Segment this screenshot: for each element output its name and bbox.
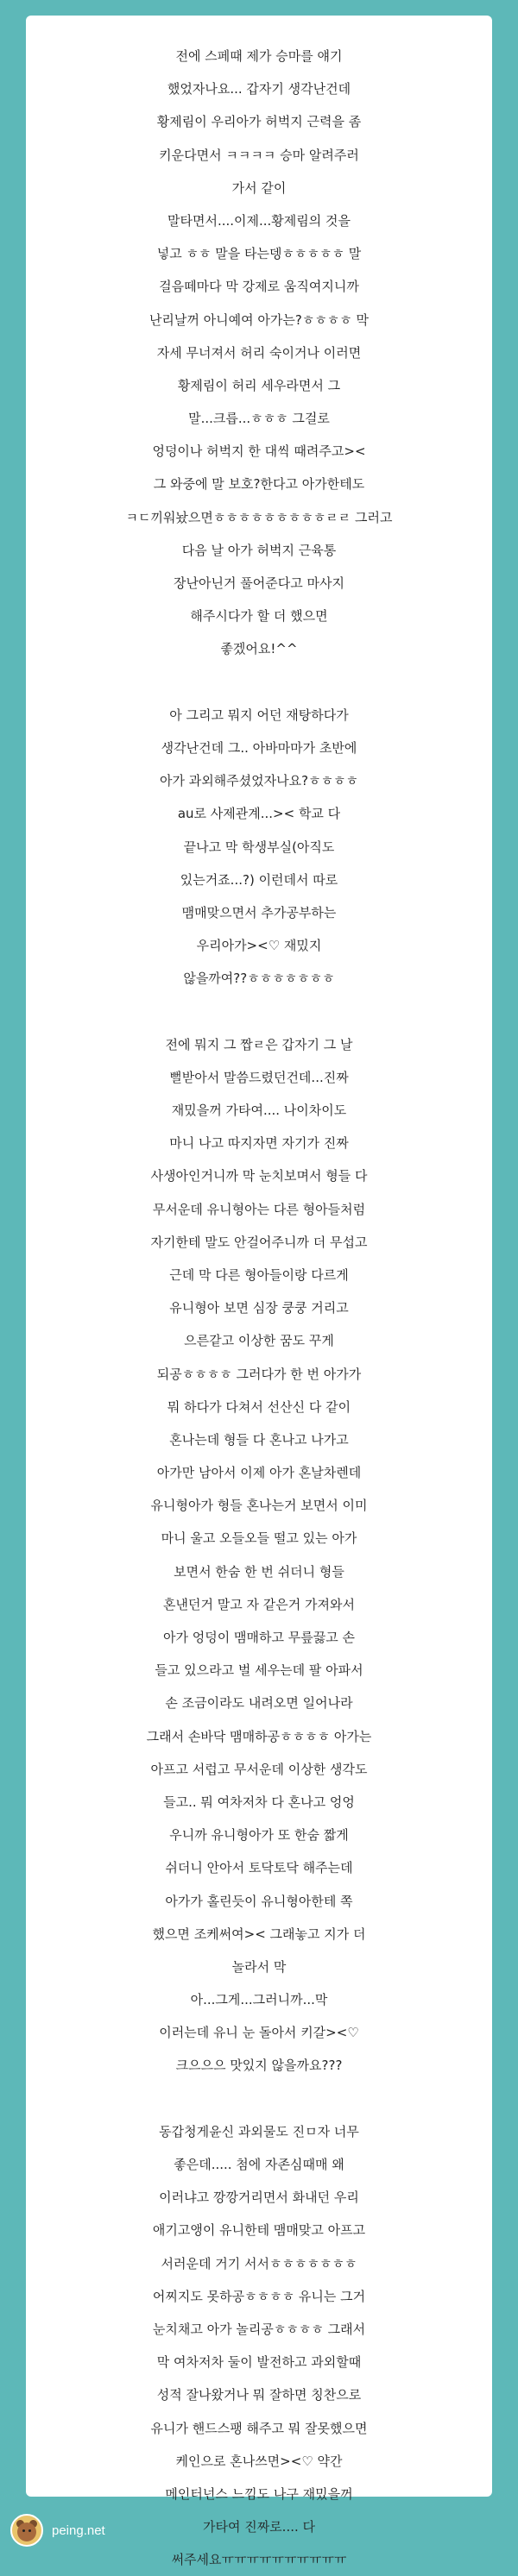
- text-line: 근데 막 다른 형아들이랑 다르게: [169, 1266, 349, 1283]
- text-line: au로 사제관계...>< 학교 다: [177, 806, 341, 822]
- text-line: 자기한테 말도 안걸어주니까 더 무섭고: [150, 1234, 368, 1250]
- text-line: 아...그게...그러니까...막: [190, 1992, 328, 2008]
- text-line: 넣고 ㅎㅎ 말을 타는뎅ㅎㅎㅎㅎㅎ 말: [156, 246, 362, 262]
- text-line: 아가가 홀린듯이 유니형아한테 쪽: [165, 1893, 353, 1909]
- text-line: 뻘받아서 말씀드렸던건데...진짜: [169, 1069, 349, 1085]
- text-line: 가타여 진짜로.... 다: [202, 2519, 316, 2535]
- text-line: 써주세요ㅠㅠㅠㅠㅠㅠㅠㅠㅠㅠ: [171, 2552, 347, 2568]
- text-line: 그래서 손바닥 맴매하공ㅎㅎㅎㅎ 아가는: [146, 1728, 372, 1744]
- text-line: 다음 날 아가 허벅지 근육통: [181, 542, 337, 558]
- text-line: 황제림이 허리 세우라면서 그: [177, 377, 341, 393]
- text-line: 황제림이 우리아가 허벅지 근력을 좀: [156, 114, 362, 130]
- text-line: 아가만 남아서 이제 아가 혼날차렌데: [156, 1465, 362, 1481]
- text-line: 장난아닌거 풀어준다고 마사지: [174, 575, 344, 591]
- text-line: 마니 나고 따지자면 자기가 진짜: [169, 1135, 349, 1152]
- text-line: ㅋㄷ끼워놨으면ㅎㅎㅎㅎㅎㅎㅎㅎㅎㄹㄹ 그러고: [125, 509, 393, 525]
- text-line: 생각난건데 그.. 아바마마가 초반에: [161, 739, 357, 756]
- text-line: 마니 울고 오들오들 떨고 있는 아가: [161, 1530, 357, 1547]
- text-line: 전에 뭐지 그 짭ㄹ은 갑자기 그 날: [165, 1036, 353, 1052]
- text-line: 이러냐고 깡깡거리면서 화내던 우리: [159, 2190, 359, 2206]
- text-line: 맴매맞으면서 추가공부하는: [181, 904, 337, 920]
- text-line: 아 그리고 뭐지 어던 재탕하다가: [169, 707, 349, 723]
- text-line: 유니가 핸드스팽 해주고 뭐 잘못했으면: [150, 2420, 368, 2436]
- text-line: 들고.. 뭐 여차저차 다 혼나고 엉엉: [163, 1794, 355, 1810]
- text-line: 아프고 서럽고 무서운데 이상한 생각도: [150, 1761, 368, 1777]
- text-line: 우리아가><♡ 재밌지: [196, 938, 322, 954]
- text-line: 유니형아 보면 심장 쿵쿵 거리고: [169, 1300, 349, 1316]
- paragraph-break: [26, 2083, 492, 2115]
- paragraph-break: [26, 666, 492, 699]
- text-line: 애기고앵이 유니한테 맴매맞고 아프고: [152, 2222, 366, 2239]
- text-line: 재밌을꺼 가타여.... 나이차이도: [171, 1103, 347, 1118]
- text-line: 우니까 유니형아가 또 한숨 짧게: [169, 1827, 349, 1844]
- text-line: 보면서 한숨 한 번 쉬더니 형들: [174, 1563, 344, 1580]
- paragraph-break: [26, 995, 492, 1027]
- text-line: 했었자나요... 갑자기 생각난건데: [167, 81, 351, 97]
- text-line: 말...크릅...ㅎㅎㅎ 그걸로: [188, 411, 330, 427]
- text-line: 엉덩이나 허벅지 한 대씩 때려주고><: [152, 443, 366, 460]
- text-line: 아가 과외해주셨었자나요?ㅎㅎㅎㅎ: [159, 773, 359, 789]
- raccoon-logo-icon[interactable]: [10, 2514, 43, 2547]
- text-line: 쉬더니 안아서 토닥토닥 해주는데: [165, 1860, 353, 1876]
- text-line: 좋겠어요!^^: [220, 641, 298, 657]
- text-line: 동갑청게윤신 과외물도 진ㅁ자 너무: [159, 2123, 359, 2139]
- text-line: 무서운데 유니형아는 다른 형아들처럼: [152, 1201, 366, 1217]
- text-line: 가서 같이: [231, 179, 287, 196]
- text-line: 난리날꺼 아니예여 아가는?ㅎㅎㅎㅎ 막: [148, 311, 370, 328]
- text-line: 유니형아가 형들 혼나는거 보면서 이미: [150, 1498, 368, 1514]
- text-line: 걸음떼마다 막 강제로 움직여지니까: [159, 279, 359, 295]
- question-text: [26, 40, 492, 2576]
- text-line: 성적 잘나왔거나 뭐 잘하면 칭찬으로: [156, 2387, 362, 2403]
- text-line: 아가 엉덩이 맴매하고 무릎끓고 손: [163, 1630, 355, 1645]
- text-line: 했으면 조케써여>< 그래놓고 지가 더: [152, 1926, 366, 1942]
- text-line: 혼낸던거 말고 자 같은거 가져와서: [163, 1596, 355, 1612]
- text-line: 사생아인거니까 막 눈치보며서 형들 다: [150, 1168, 368, 1184]
- text-line: 눈치채고 아가 놀리공ㅎㅎㅎㅎ 그래서: [152, 2321, 366, 2337]
- text-line: 손 조금이라도 내려오면 일어나라: [165, 1695, 353, 1712]
- text-line: 그 와중에 말 보호?한다고 아가한테도: [153, 476, 365, 493]
- text-line: 말타면서....이제...황제림의 것을: [167, 212, 351, 229]
- text-line: 키운다면서 ㅋㅋㅋㅋ 승마 알려주러: [159, 147, 359, 163]
- text-line: 크으으으 맛있지 않을까요???: [175, 2058, 343, 2074]
- text-line: 놀라서 막: [231, 1958, 287, 1975]
- text-line: 어찌지도 못하공ㅎㅎㅎㅎ 유니는 그거: [152, 2288, 366, 2304]
- text-line: 막 여차저차 둘이 발전하고 과외할때: [156, 2354, 362, 2371]
- text-line: 있는거죠...?) 이런데서 따로: [180, 871, 338, 888]
- text-line: 으른같고 이상한 꿈도 꾸게: [184, 1333, 334, 1349]
- text-line: 자세 무너져서 허리 숙이거나 이러면: [156, 344, 362, 361]
- text-line: 끝나고 막 학생부실(아직도: [183, 839, 335, 855]
- text-line: 되공ㅎㅎㅎㅎ 그러다가 한 번 아가가: [156, 1366, 362, 1382]
- text-line: 서러운데 거기 서서ㅎㅎㅎㅎㅎㅎㅎ: [161, 2255, 357, 2271]
- text-line: 케인으로 혼나쓰면><♡ 약간: [175, 2453, 343, 2469]
- text-line: 뭐 하다가 다쳐서 선산신 다 같이: [167, 1398, 351, 1415]
- text-line: 메인터넌스 느낌도 나구 재밌을꺼: [165, 2485, 353, 2502]
- text-line: 들고 있으라고 벌 세우는데 팔 아파서: [155, 1662, 363, 1679]
- text-line: 이러는데 유니 눈 돌아서 키갈><♡: [159, 2025, 359, 2041]
- text-line: 해주시다가 할 더 했으면: [190, 608, 328, 625]
- text-line: 않을까여??ㅎㅎㅎㅎㅎㅎㅎ: [183, 971, 335, 987]
- text-line: 좋은데..... 첨에 자존심때매 왜: [174, 2157, 344, 2172]
- text-line: 혼나는데 형들 다 혼나고 나가고: [169, 1431, 349, 1448]
- brand-name[interactable]: peing.net: [52, 2523, 105, 2538]
- text-line: 전에 스페때 제가 승마를 얘기: [175, 48, 343, 64]
- footer: [10, 2511, 105, 2549]
